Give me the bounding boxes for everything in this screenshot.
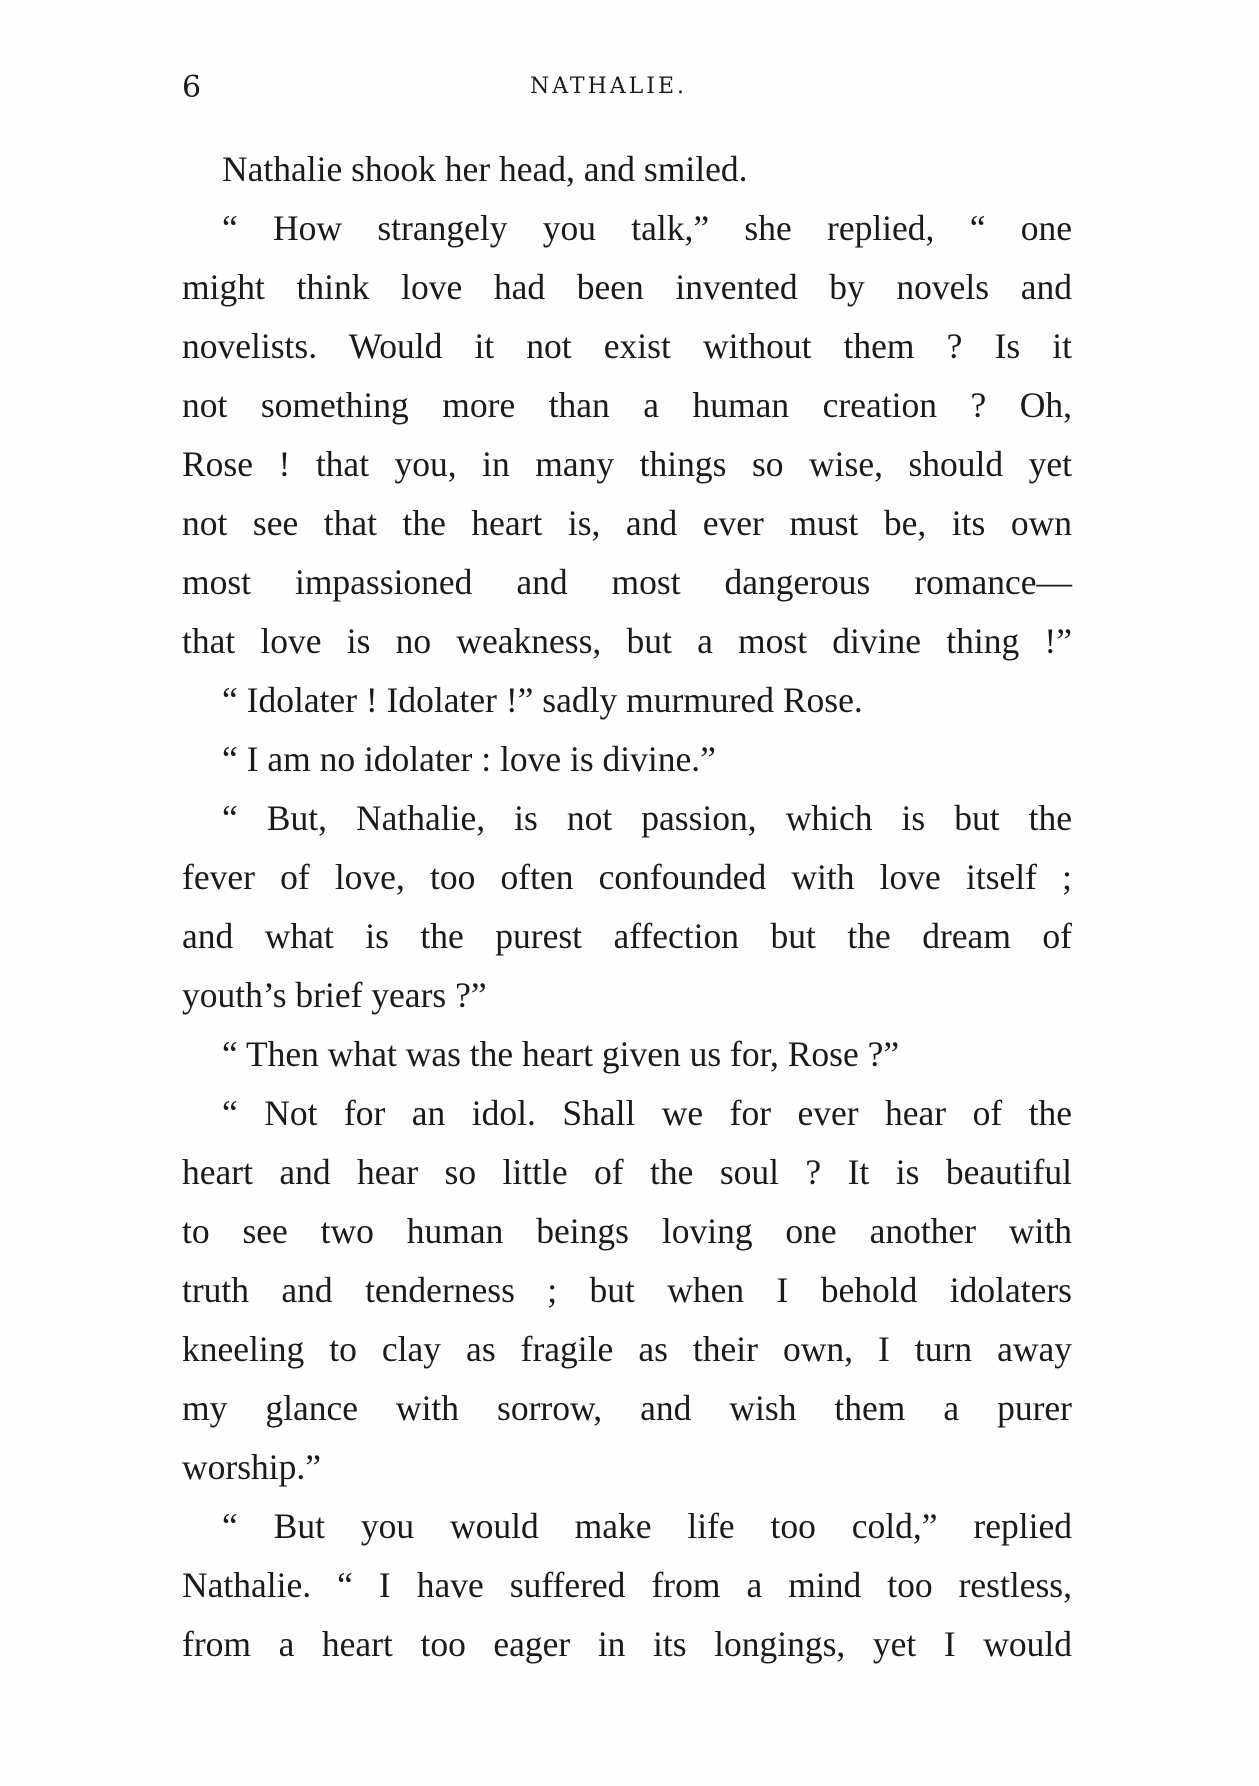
text-line: “ I am no idolater : love is divine.” (222, 739, 716, 779)
text-line: “ How strangely you talk,” she replied, “ one (222, 208, 1072, 248)
page-number: 6 (182, 70, 202, 105)
text-line: youth’s brief years ?” (182, 975, 487, 1015)
text-line: novelists. Would it not exist without them ? Is it (182, 326, 1072, 366)
text-line: “ But you would make life too cold,” replied (222, 1506, 1072, 1546)
text-line: and what is the purest affection but the dream of (182, 916, 1072, 956)
text-line: “ Then what was the heart given us for, Rose ?” (222, 1034, 900, 1074)
text-line: that love is no weakness, but a most divine thing !” (182, 621, 1072, 661)
text-line: kneeling to clay as fragile as their own, I turn away (182, 1329, 1072, 1369)
text-line: Nathalie shook her head, and smiled. (222, 149, 748, 189)
text-line: from a heart too eager in its longings, yet I would (182, 1624, 1072, 1664)
text-line: my glance with sorrow, and wish them a purer (182, 1388, 1072, 1428)
text-line: might think love had been invented by novels and (182, 267, 1072, 307)
text-line: heart and hear so little of the soul ? It is beautiful (182, 1152, 1072, 1192)
text-line: “ Idolater ! Idolater !” sadly murmured Rose. (222, 680, 863, 720)
running-title: NATHALIE. (530, 74, 688, 99)
text-line: Rose ! that you, in many things so wise, should yet (182, 444, 1072, 484)
text-line: not see that the heart is, and ever must be, its own (182, 503, 1072, 543)
text-line: not something more than a human creation ? Oh, (182, 385, 1072, 425)
text-line: fever of love, too often confounded with love itself ; (182, 857, 1072, 897)
text-line: most impassioned and most dangerous romance— (182, 562, 1072, 602)
text-line: to see two human beings loving one another with (182, 1211, 1072, 1251)
text-line: Nathalie. “ I have suffered from a mind too restless, (182, 1565, 1072, 1605)
page-header (0, 70, 1259, 110)
text-line: truth and tenderness ; but when I behold idolaters (182, 1270, 1072, 1310)
body-text (182, 140, 1072, 1674)
text-line: “ Not for an idol. Shall we for ever hear of the (222, 1093, 1072, 1133)
text-line: worship.” (182, 1447, 322, 1487)
text-line: “ But, Nathalie, is not passion, which is but the (222, 798, 1072, 838)
